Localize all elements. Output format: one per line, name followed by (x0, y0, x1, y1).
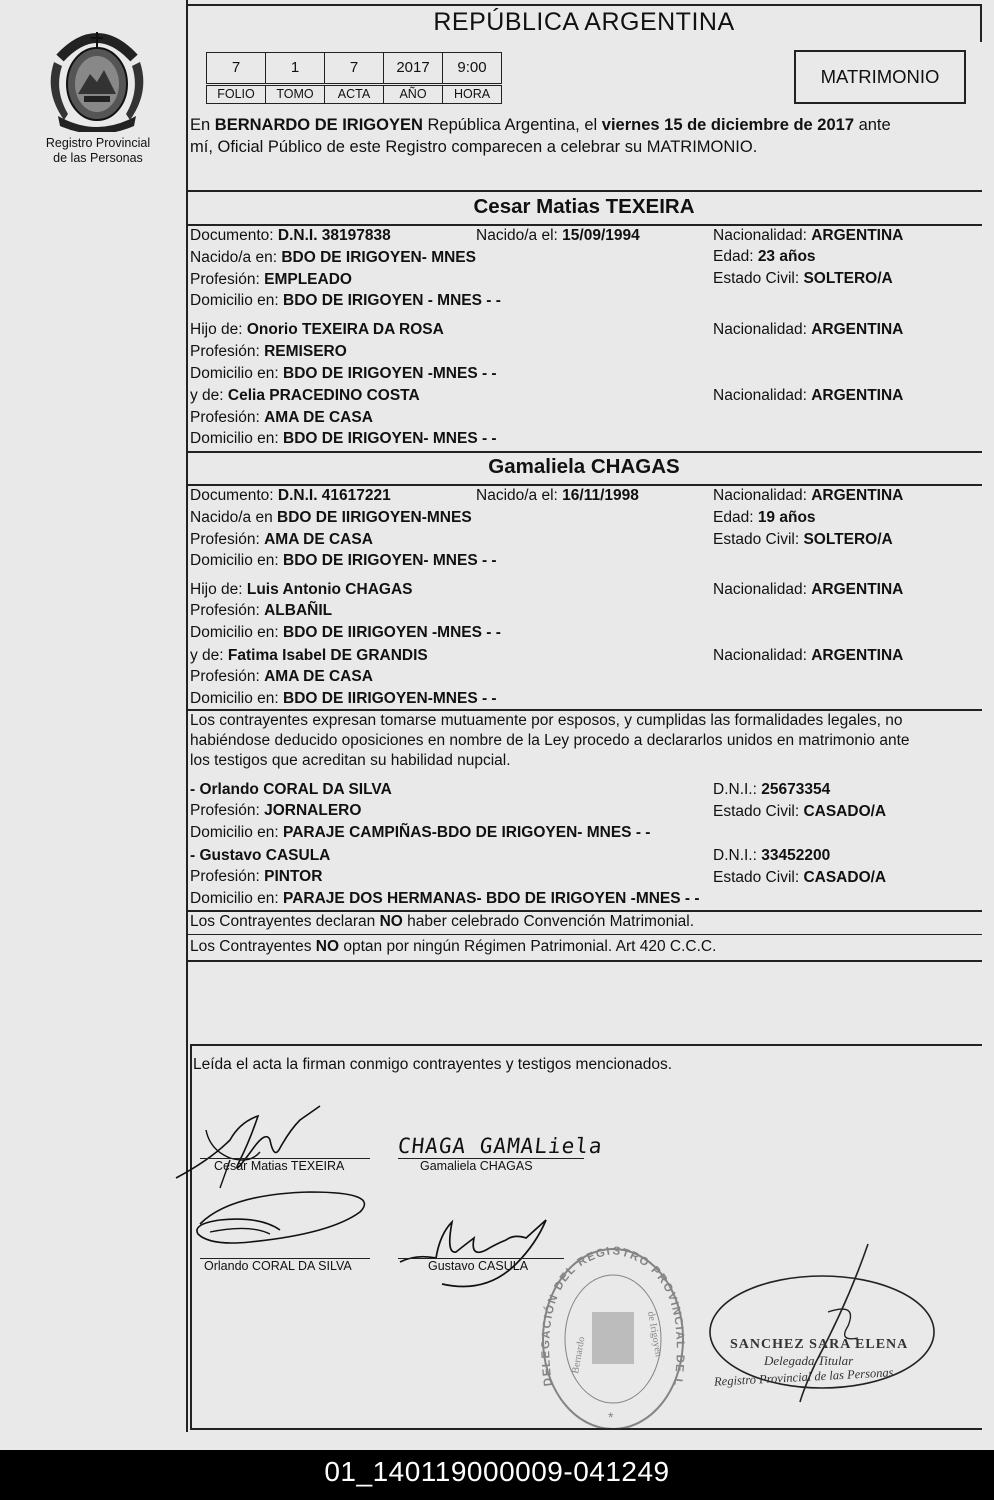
official-role: Delegada Titular (764, 1353, 854, 1368)
spouse1-mother-nationality: Nacionalidad: ARGENTINA (713, 387, 904, 404)
province-seal (46, 22, 148, 132)
spouse1-profession: Profesión: EMPLEADO (190, 271, 352, 288)
registry-label: Registro Provincial de las Personas (45, 136, 151, 165)
signature-texeira (170, 1100, 360, 1190)
spouse2-mother: y de: Fatima Isabel DE GRANDIS (190, 647, 428, 664)
document-id: 01_140119000009-041249 (324, 1456, 670, 1487)
spouse1-father-nationality: Nacionalidad: ARGENTINA (713, 321, 904, 338)
signature-label-chagas: Gamaliela CHAGAS (420, 1159, 533, 1173)
spouse1-birthdate: Nacido/a el: 15/09/1994 (476, 227, 640, 244)
spouse2-mother-address: Domicilio en: BDO DE IIRIGOYEN-MNES - - (190, 690, 497, 707)
witness2-name: - Gustavo CASULA (190, 847, 331, 864)
spouse1-father: Hijo de: Onorio TEXEIRA DA ROSA (190, 321, 444, 338)
spouse2-civil-status: Estado Civil: SOLTERO/A (713, 531, 893, 548)
spouse2-birthplace: Nacido/a en BDO DE IIRIGOYEN-MNES (190, 509, 472, 526)
spouse1-mother-profession: Profesión: AMA DE CASA (190, 409, 373, 426)
signature-coral (190, 1184, 380, 1254)
spouse2-document: Documento: D.N.I. 41617221 (190, 487, 391, 504)
signature-label-coral: Orlando CORAL DA SILVA (204, 1259, 352, 1273)
closing-text: Leída el acta la firman conmigo contrayentes y testigos mencionados. (193, 1056, 673, 1073)
spouse2-father-address: Domicilio en: BDO DE IIRIGOYEN -MNES - - (190, 624, 501, 641)
folio-value: 7 (206, 52, 266, 84)
tomo-value: 1 (265, 52, 325, 84)
spouse2-father: Hijo de: Luis Antonio CHAGAS (190, 581, 413, 598)
spouse1-mother-address: Domicilio en: BDO DE IRIGOYEN- MNES - - (190, 430, 497, 447)
spouse1-nationality: Nacionalidad: ARGENTINA (713, 227, 904, 244)
rule (190, 1044, 982, 1046)
spouse2-name: Gamaliela CHAGAS (488, 455, 680, 478)
record-type-box: MATRIMONIO (794, 50, 966, 104)
signature-label-texeira: Cesar Matias TEXEIRA (214, 1159, 345, 1173)
intro-paragraph: En BERNARDO DE IRIGOYEN República Argentina, el viernes 15 de diciembre de 2017 ante mí, Oficial Público de este Registro comparecen a celebrar su MATRIMONIO. (190, 116, 891, 156)
year-label: AÑO (383, 85, 443, 104)
spouse1-father-address: Domicilio en: BDO DE IRIGOYEN -MNES - - (190, 365, 497, 382)
stamp-star: * (608, 1409, 614, 1425)
spouse2-father-profession: Profesión: ALBAÑIL (190, 602, 333, 619)
stamp-inner-left: Bernardo (570, 1335, 588, 1375)
spouse1-document: Documento: D.N.I. 38197838 (190, 227, 391, 244)
spouse1-birthplace: Nacido/a en: BDO DE IRIGOYEN- MNES (190, 249, 476, 266)
year-value: 2017 (383, 52, 443, 84)
witness2-profession: Profesión: PINTOR (190, 868, 323, 885)
spouse1-civil-status: Estado Civil: SOLTERO/A (713, 270, 893, 287)
convention-line-1: Los Contrayentes declaran NO haber celebrado Convención Matrimonial. (190, 913, 695, 930)
official-org: Registro Provincial de las Personas (713, 1365, 894, 1389)
spouse1-father-profession: Profesión: REMISERO (190, 343, 347, 360)
spouse2-address: Domicilio en: BDO DE IRIGOYEN- MNES - - (190, 552, 497, 569)
spouse2-mother-profession: Profesión: AMA DE CASA (190, 668, 373, 685)
spouse1-name: Cesar Matias TEXEIRA (473, 195, 695, 218)
acta-value: 7 (324, 52, 384, 84)
spouse2-birthdate: Nacido/a el: 16/11/1998 (476, 487, 639, 504)
witness2-dni: D.N.I.: 33452200 (713, 847, 831, 864)
rule (186, 190, 982, 192)
spouse2-age: Edad: 19 años (713, 509, 816, 526)
spouse1-address: Domicilio en: BDO DE IRIGOYEN - MNES - - (190, 292, 501, 309)
spouse2-profession: Profesión: AMA DE CASA (190, 531, 373, 548)
witness1-name: - Orlando CORAL DA SILVA (190, 781, 392, 798)
handwritten-chagas: CHAGA GAMALiela (396, 1134, 604, 1158)
registry-stamp (540, 1246, 686, 1432)
tomo-label: TOMO (265, 85, 325, 104)
spouse1-age: Edad: 23 años (713, 248, 816, 265)
spouse2-mother-nationality: Nacionalidad: ARGENTINA (713, 647, 904, 664)
signature-label-casula: Gustavo CASULA (428, 1259, 529, 1273)
stamp-ring-text: DELEGACIÓN DEL REGISTRO PROVINCIAL DE L (540, 1246, 686, 1388)
frame-top (186, 4, 982, 6)
declaration-paragraph: Los contrayentes expresan tomarse mutuamente por esposos, y cumplidas las formalidades legales, no habiéndose deducido oposiciones en nombre de la Ley procedo a declararlos unidos en matrimonio ante los testigos que acreditan su habilidad nupcial. (190, 712, 910, 769)
stamp-inner-right: de Irigoyen (645, 1310, 664, 1358)
page-title: REPÚBLICA ARGENTINA (433, 8, 735, 36)
spouse1-mother: y de: Celia PRACEDINO COSTA (190, 387, 420, 404)
folio-label: FOLIO (206, 85, 266, 104)
convention-line-2: Los Contrayentes NO optan por ningún Régimen Patrimonial. Art 420 C.C.C. (190, 938, 717, 955)
hour-value: 9:00 (442, 52, 502, 84)
rule (186, 451, 982, 453)
hour-label: HORA (442, 85, 502, 104)
record-table (206, 52, 502, 104)
witness1-civil-status: Estado Civil: CASADO/A (713, 803, 887, 820)
witness2-civil-status: Estado Civil: CASADO/A (713, 869, 887, 886)
official-name: SANCHEZ SARA ELENA (730, 1337, 909, 1352)
witness1-profession: Profesión: JORNALERO (190, 802, 362, 819)
acta-label: ACTA (324, 85, 384, 104)
spouse2-father-nationality: Nacionalidad: ARGENTINA (713, 581, 904, 598)
rule (186, 960, 982, 962)
witness2-address: Domicilio en: PARAJE DOS HERMANAS- BDO DE IRIGOYEN -MNES - - (190, 890, 700, 907)
spouse2-nationality: Nacionalidad: ARGENTINA (713, 487, 904, 504)
rule (186, 934, 982, 935)
witness1-address: Domicilio en: PARAJE CAMPIÑAS-BDO DE IRIGOYEN- MNES - - (190, 824, 651, 841)
witness1-dni: D.N.I.: 25673354 (713, 781, 831, 798)
